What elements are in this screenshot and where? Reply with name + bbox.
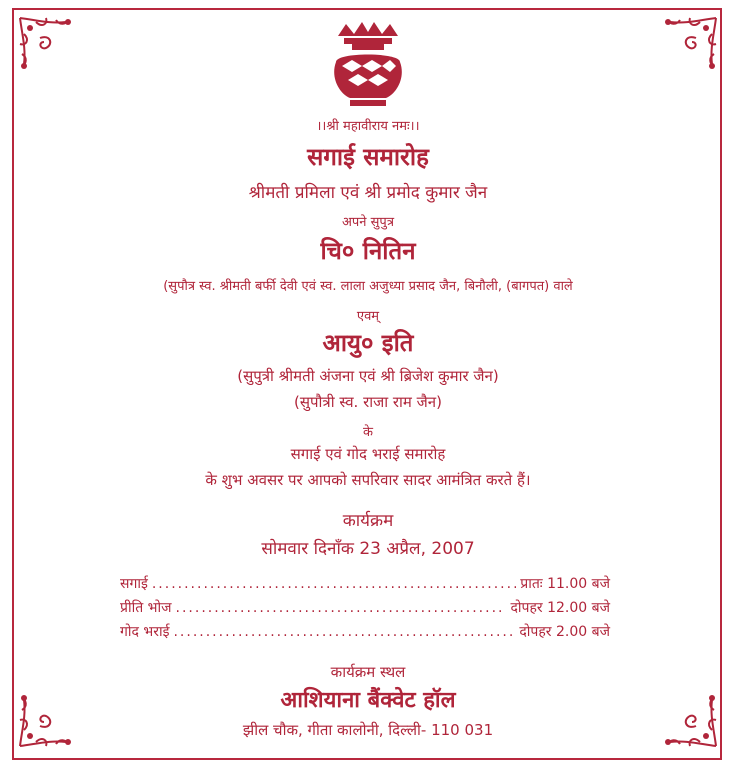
- schedule-event: गोद भराई: [120, 624, 170, 640]
- program-heading: कार्यक्रम: [342, 511, 394, 531]
- venue-heading: कार्यक्रम स्थल: [330, 663, 406, 681]
- floral-corner-icon: [16, 14, 86, 84]
- schedule-row: [120, 598, 610, 617]
- hosts: श्रीमती प्रमिला एवं श्री प्रमोद कुमार जैन: [248, 183, 488, 203]
- schedule-row: [120, 574, 610, 593]
- schedule-event: सगाई: [120, 576, 148, 592]
- groom-name: चि० नितिन: [320, 237, 416, 265]
- bride-grandparent: (सुपौत्री स्व. राजा राम जैन): [294, 393, 442, 411]
- schedule-time: प्रातः 11.00 बजे: [520, 576, 610, 592]
- bride-parents: (सुपुत्री श्रीमती अंजना एवं श्री ब्रिजेश कुमार जैन): [237, 367, 499, 385]
- ceremony: सगाई एवं गोद भराई समारोह: [290, 445, 446, 463]
- program-date: सोमवार दिनाँक 23 अप्रैल, 2007: [261, 539, 475, 559]
- schedule-time: दोपहर 2.00 बजे: [519, 624, 610, 640]
- floral-corner-icon: [650, 14, 720, 84]
- page-title: सगाई समारोह: [307, 143, 429, 171]
- bride-name: आयु० इति: [322, 329, 414, 357]
- schedule-row: [120, 622, 610, 641]
- invocation: ।।श्री महावीराय नमः।।: [316, 119, 420, 134]
- invite-line: के शुभ अवसर पर आपको सपरिवार सादर आमंत्रित करते हैं।: [205, 471, 531, 489]
- schedule-time: दोपहर 12.00 बजे: [510, 600, 610, 616]
- venue-address: झील चौक, गीता कालोनी, दिल्ली- 110 031: [242, 721, 494, 739]
- son-intro: अपने सुपुत्र: [341, 215, 394, 230]
- kalash-icon: [326, 22, 410, 110]
- conjunction: एवम्: [356, 309, 380, 324]
- schedule-event: प्रीति भोज: [120, 600, 172, 616]
- groom-lineage: (सुपौत्र स्व. श्रीमती बर्फी देवी एवं स्व. लाला अजुध्या प्रसाद जैन, बिनौली, (बागपत) वाले: [163, 279, 573, 294]
- ke-text: के: [363, 425, 373, 440]
- venue-name: आशियाना बैंक्वेट हॉल: [280, 688, 456, 713]
